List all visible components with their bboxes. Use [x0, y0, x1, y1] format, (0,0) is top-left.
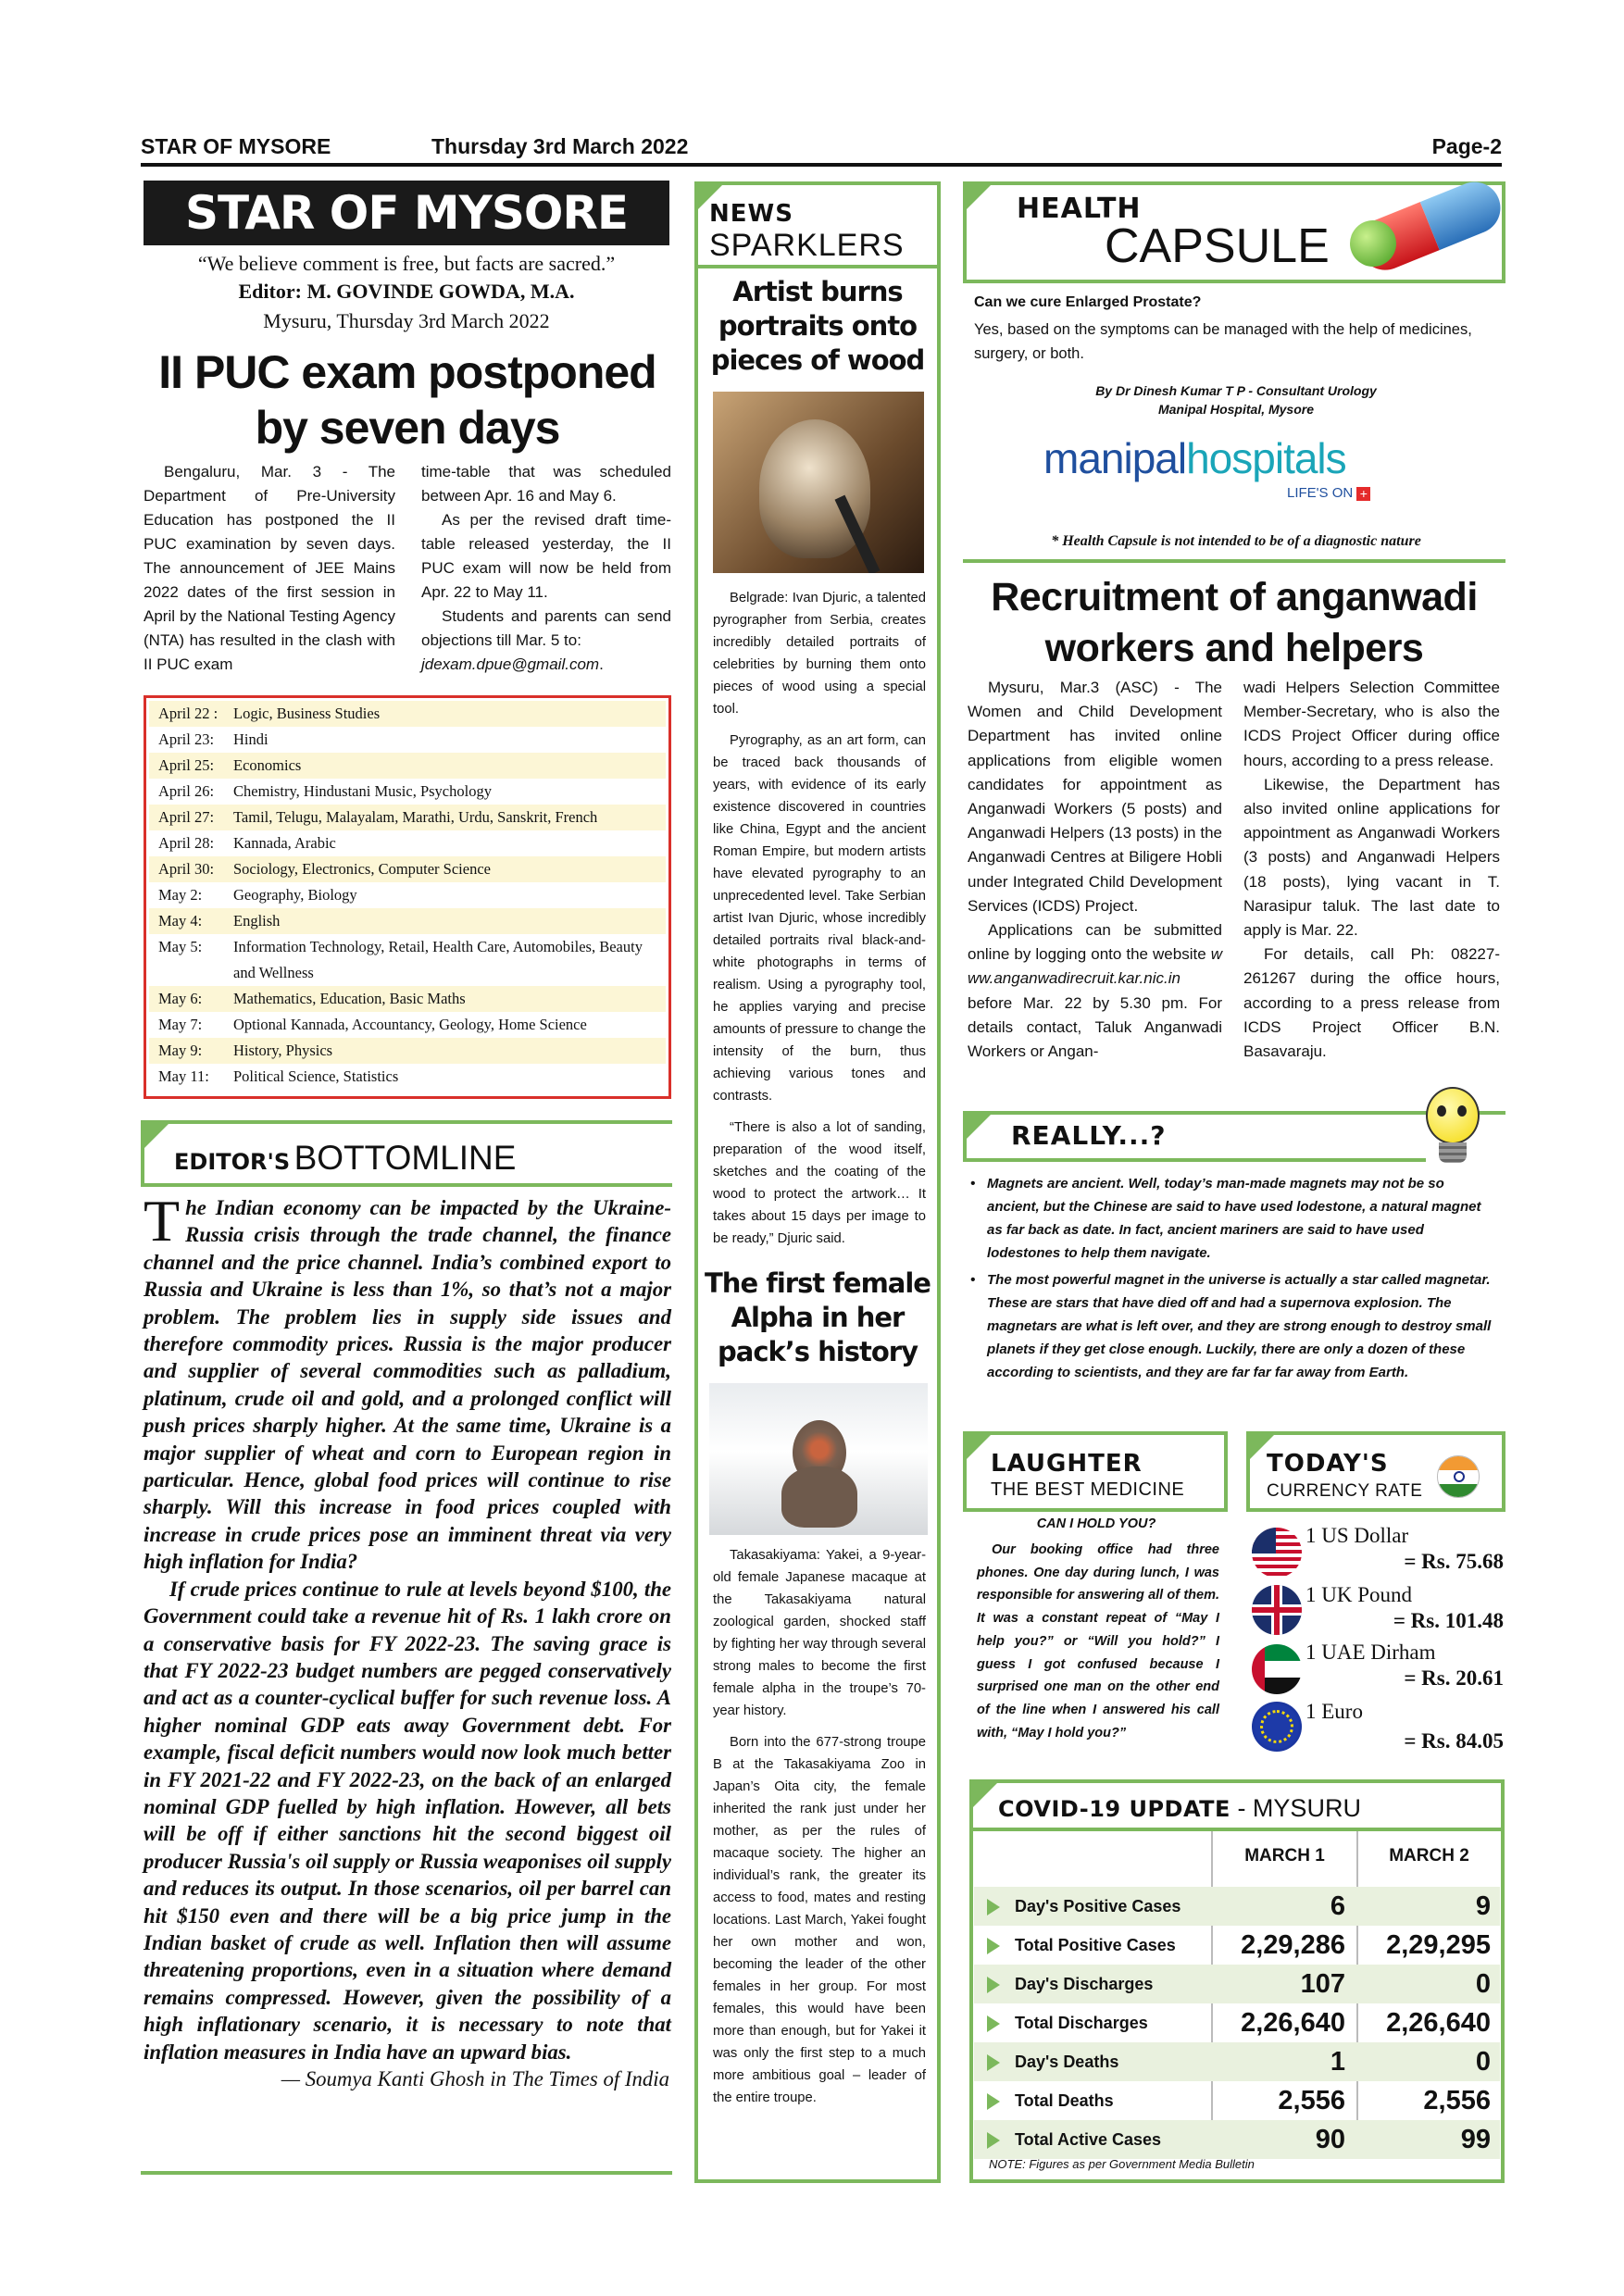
covid-title — [998, 1794, 1361, 1823]
laughter-body: Our booking office had three phones. One day during lunch, I was responsible for answering all of them. It was a constant repeat of “May I help you?” or “Will you hold?” I guess I got confused because I surprised one man on the other end of the line when I answered his call with, “May I hold you?” — [977, 1542, 1219, 1741]
schedule-date: April 28: — [158, 834, 215, 852]
schedule-row — [149, 753, 666, 779]
bottomline-para-1: he Indian economy can be impacted by the Ukraine-Russia crisis through the trade channel, the finance channel and the price channel. India’s combined export to Russia and Ukraine is less than 1%, so that’s not a major problem. The problem lies in supply side issues and therefore commodity prices. Russia is the major producer and supplier of several commodities such as palladium, platinum, crude oil and gold, and a prolonged conflict will push prices sharply higher. At the same time, Ukraine is a major supplier of wheat and corn to European region in particular. Hence, global food prices will continue to rise sharply. Will this increase in food prices coupled with increase in crude prices pose an imminent threat via very high inflation for India? — [144, 1196, 671, 1574]
covid-note: NOTE: Figures as per Government Media Bulletin — [989, 2157, 1255, 2171]
bulb-left-eye — [1437, 1105, 1446, 1117]
laughter-label-top: LAUGHTER — [991, 1450, 1143, 1478]
lightbulb-mascot-icon — [1418, 1083, 1496, 1176]
laughter-label-bottom: THE BEST MEDICINE — [991, 1479, 1185, 1500]
anganwadi-column-1 — [968, 676, 1222, 1064]
arrow-right-icon — [987, 2054, 1000, 2071]
lead-email: jdexam.dpue@gmail.com — [421, 655, 600, 673]
lead-column-2 — [421, 460, 671, 677]
manipal-hospitals-logo — [1043, 433, 1346, 483]
arrow-right-icon — [987, 1977, 1000, 1993]
schedule-subjects: Mathematics, Education, Basic Maths — [233, 990, 466, 1007]
really-item-2-text: The most powerful magnet in the universe is actually a star called magnetar. These are stars that have died off and had a supernova explosion. The magnetars are what is left over, and they are strong enough to destroy small planets if they get close enough. Luckily, there are only a dozen of these according to scientists, and they are far far far away from Earth. — [987, 1272, 1492, 1380]
schedule-date: April 23: — [158, 730, 215, 748]
schedule-date: April 30: — [158, 860, 215, 878]
covid-row — [974, 1887, 1500, 1926]
masthead-title: STAR OF MYSORE — [144, 181, 669, 245]
lead-headline-line-2: by seven days — [255, 402, 560, 454]
sparkler-story-1-headline: Artist burns portraits onto pieces of wood — [710, 276, 925, 376]
page-header — [141, 134, 1502, 162]
bottomline-label-rule — [141, 1183, 672, 1187]
anganwadi-headline-line-1: Recruitment of anganwadi — [991, 575, 1478, 619]
schedule-row — [149, 934, 666, 986]
covid-value-march-2: 2,26,640 — [1386, 2007, 1491, 2038]
anganwadi-col2-para-3: For details, call Ph: 08227-261267 during the office hours, according to a press release from ICDS Project Officer B.N. Basavaraju. — [1243, 945, 1500, 1061]
covid-row — [974, 2003, 1500, 2042]
sparkler-story-2-headline: The first female Alpha in her pack’s history — [705, 1267, 931, 1367]
manipal-tagline-text: LIFE'S ON — [1287, 485, 1354, 501]
currency-uae-unit: 1 UAE Dirham — [1305, 1641, 1436, 1664]
masthead-motto: “We believe comment is free, but facts are sacred.” — [197, 252, 616, 275]
currency-uae-value: = Rs. 20.61 — [1404, 1666, 1504, 1690]
covid-value-march-2: 9 — [1475, 1890, 1491, 1921]
health-byline-hospital: Manipal Hospital, Mysore — [1157, 402, 1315, 417]
logo-word-manipal: manipal — [1043, 434, 1187, 482]
covid-row-label — [974, 2081, 1209, 2120]
exam-schedule-table — [144, 695, 671, 1099]
health-question: Can we cure Enlarged Prostate? — [974, 294, 1202, 310]
arrow-right-icon — [987, 1899, 1000, 1915]
currency-label-bottom: CURRENCY RATE — [1267, 1481, 1423, 1501]
covid-value-march-1: 6 — [1330, 1890, 1345, 1921]
really-item-1-text: Magnets are ancient. Well, today’s man-made magnets may not be so ancient, but the Chinese are said to have used lodestone, a natural magnet as far back as date. In fact, ancient mariners are said to have used lodestones to help them navigate. — [987, 1176, 1481, 1261]
schedule-subjects: Logic, Business Studies — [233, 705, 381, 722]
bottomline-label — [174, 1139, 516, 1176]
schedule-subjects: Chemistry, Hindustani Music, Psychology — [233, 782, 492, 800]
covid-row-label-text: Total Active Cases — [1015, 2129, 1162, 2149]
sparkler-story-1-para-2: Pyrography, as an art form, can be traced back thousands of years, with evidence of its early existence discovered in countries like China, Egypt and the ancient Roman Empire, but modern artists have elevated pyrography to an unprecedented level. Take Serbian artist Ivan Djuric, whose incredibly detailed portraits rival black-and-white photographs in terms of realism. Using a pyrography tool, he applies varying and precise amounts of pressure to change the intensity of the burn, thus achieving various tones and contrasts. — [713, 733, 926, 1104]
schedule-date: May 7: — [158, 1016, 203, 1033]
anganwadi-col1-para-1: Mysuru, Mar.3 (ASC) - The Women and Child Development Department has invited online applications from eligible women candidates for appointment as Anganwadi Workers (5 posts) and Anganwadi Helpers (13 posts) in the Anganwadi Centres at Biligere Hobli under Integrated Child Development Services (ICDS) Project. — [968, 679, 1222, 915]
covid-row — [974, 2120, 1500, 2159]
really-label-rule — [963, 1158, 1426, 1162]
covid-row — [974, 2042, 1500, 2081]
schedule-subjects: English — [233, 912, 281, 930]
covid-row-label-text: Total Positive Cases — [1015, 1935, 1176, 1954]
bottomline-body — [144, 1188, 671, 2092]
covid-row-label-text: Total Deaths — [1015, 2090, 1114, 2110]
sparkler-story-1-para-3: “There is also a lot of sanding, preparation of the wood itself, sketches and the coating of the wood to protect the artwork… It takes about 15 days per image to be ready,” Djuric said. — [713, 1120, 926, 1246]
anganwadi-col2-para-1: wadi Helpers Selection Committee Member-Secretary, who is also the ICDS Project Officer during office hours, according to a press release. — [1243, 679, 1500, 769]
schedule-row — [149, 727, 666, 753]
schedule-row — [149, 779, 666, 805]
green-pill-icon — [1350, 220, 1396, 267]
currency-right-rule — [1502, 1431, 1505, 1511]
bottomline-bottom-rule — [141, 2171, 672, 2175]
sparkler-story-1-body — [713, 587, 926, 1250]
anganwadi-headline-line-2: workers and helpers — [1044, 626, 1424, 670]
laughter-top-rule — [963, 1431, 1228, 1435]
covid-row-label — [974, 1887, 1209, 1926]
schedule-subjects: History, Physics — [233, 1042, 333, 1059]
covid-row-label — [974, 1926, 1209, 1965]
really-item-2 — [970, 1268, 1500, 1384]
covid-row-label-text: Day's Positive Cases — [1015, 1896, 1181, 1915]
covid-value-march-1: 2,29,286 — [1241, 1929, 1345, 1960]
health-label-top: HEALTH — [1017, 193, 1142, 225]
masthead-editor: Editor: M. GOVINDE GOWDA, M.A. — [238, 280, 575, 303]
currency-top-rule — [1246, 1431, 1505, 1435]
covid-value-march-2: 2,29,295 — [1386, 1929, 1491, 1960]
bulb-glass-shape — [1426, 1087, 1480, 1144]
schedule-date: May 2: — [158, 886, 203, 904]
schedule-row — [149, 986, 666, 1012]
covid-row-label-text: Day's Discharges — [1015, 1974, 1154, 1993]
sparkler-story-1-para-1: Belgrade: Ivan Djuric, a talented pyrographer from Serbia, creates incredibly detailed portraits of celebrities by burning them onto pieces of wood using a special tool. — [713, 591, 926, 717]
schedule-row — [149, 1038, 666, 1064]
currency-eu-unit: 1 Euro — [1305, 1700, 1363, 1723]
currency-rates-list — [1246, 1520, 1505, 1761]
bottomline-top-rule — [141, 1120, 672, 1124]
arrow-right-icon — [987, 2132, 1000, 2149]
currency-label-rule — [1246, 1508, 1505, 1512]
covid-row — [974, 1926, 1500, 1965]
really-list — [970, 1172, 1500, 1384]
covid-corner-flag — [973, 1783, 997, 1807]
arrow-right-icon — [987, 2015, 1000, 2032]
bottomline-para-2: If crude prices continue to rule at levels beyond $100, the Government could take a revenue hit of Rs. 1 lakh crore on a conservative basis for FY 2022-23. The saving grace is that FY 2022-23 budget numbers are pegged conservatively and act as a counter-cyclical buffer for such revenue loss. A higher nominal GDP eats away Government debt. For example, fiscal deficit numbers would now look much better in FY 2021-22 and FY 2022-23, on the back of an enlarged nominal GDP fuelled by high inflation. However, all bets will be off if either sanctions hit the second biggest oil producer Russia's oil supply or Russia weaponises oil supply and reduces its output. In those scenarios, oil per barrel can hit $150 even and there will be a big price jump in the Indian basket of crude as well. Inflation then will assume threatening proportions, even in a situation where demand remains compressed. However, given the possibility of a high inflationary scenario, it is necessary to note that inflation measures in India have an upward bias. — [144, 1577, 671, 2064]
sparkler-story-2-para-1: Takasakiyama: Yakei, a 9-year-old female Japanese macaque at the Takasakiyama natural zoological garden, shocked staff by fighting her way through several strong males to become the first female alpha in the troupe’s 70-year history. — [713, 1548, 926, 1718]
covid-value-march-1: 2,26,640 — [1241, 2007, 1345, 2038]
covid-value-march-2: 2,556 — [1423, 2085, 1491, 2115]
header-rule — [141, 163, 1502, 167]
snow-macaque-image — [709, 1383, 928, 1535]
really-item-1 — [970, 1172, 1500, 1265]
anganwadi-col1-para-2a: Applications can be submitted online by logging onto the website — [968, 921, 1222, 964]
schedule-date: April 25: — [158, 756, 215, 774]
covid-value-march-2: 99 — [1460, 2124, 1491, 2154]
schedule-subjects: Kannada, Arabic — [233, 834, 336, 852]
schedule-subjects: Hindi — [233, 730, 269, 748]
covid-title-bold: COVID-19 UPDATE — [998, 1796, 1230, 1822]
header-date: Thursday 3rd March 2022 — [431, 134, 689, 158]
covid-col-march-2: MARCH 2 — [1389, 1846, 1469, 1866]
covid-value-march-1: 90 — [1315, 2124, 1345, 2154]
bottomline-dropcap: T — [144, 1188, 181, 1254]
schedule-row — [149, 1012, 666, 1038]
health-disclaimer: * Health Capsule is not intended to be of a diagnostic nature — [1051, 533, 1421, 549]
masthead-dateline: Mysuru, Thursday 3rd March 2022 — [263, 309, 550, 332]
laughter-corner-flag — [967, 1435, 991, 1459]
schedule-date: April 27: — [158, 808, 215, 826]
laughter-label-rule — [963, 1508, 1228, 1512]
laughter-right-rule — [1224, 1431, 1228, 1511]
schedule-row — [149, 805, 666, 830]
covid-value-march-1: 107 — [1300, 1968, 1345, 1999]
header-page-number: Page-2 — [1431, 134, 1502, 158]
schedule-subjects: Tamil, Telugu, Malayalam, Marathi, Urdu, Sanskrit, French — [233, 808, 598, 826]
pyrography-portrait-image — [713, 392, 924, 573]
health-answer: Yes, based on the symptoms can be managed with the help of medicines, surgery, or both. — [974, 321, 1472, 362]
schedule-date: May 6: — [158, 990, 203, 1007]
schedule-date: May 5: — [158, 938, 203, 955]
currency-label-top: TODAY'S — [1267, 1450, 1389, 1478]
anganwadi-headline — [958, 572, 1510, 674]
lead-col2-para-2: As per the revised draft time-table released yesterday, the II PUC exam will now be held from Apr. 22 to May 11. — [421, 511, 671, 601]
really-corner-flag — [967, 1115, 991, 1139]
schedule-subjects: Geography, Biology — [233, 886, 357, 904]
manipal-tagline — [1287, 485, 1370, 501]
currency-uk-unit: 1 UK Pound — [1305, 1583, 1413, 1606]
india-flag-icon — [1437, 1455, 1480, 1498]
lead-column-1: Bengaluru, Mar. 3 - The Department of Pre-University Education has postponed the II PUC examination by seven days. The announcement of JEE Mains 2022 dates of the first session in April by the National Testing Agency (NTA) has resulted in the clash with II PUC exam — [144, 463, 395, 673]
covid-value-march-2: 0 — [1475, 2046, 1491, 2077]
covid-row-label — [974, 2003, 1209, 2042]
health-byline — [963, 381, 1509, 418]
schedule-subjects: Optional Kannada, Accountancy, Geology, Home Science — [233, 1016, 587, 1033]
covid-value-march-1: 2,556 — [1278, 2085, 1345, 2115]
lead-col2-para-1: time-table that was scheduled between Apr. 16 and May 6. — [421, 463, 671, 505]
covid-value-march-1: 1 — [1330, 2046, 1345, 2077]
covid-row — [974, 1965, 1500, 2003]
bottomline-label-bold: EDITOR'S — [174, 1149, 291, 1175]
covid-row-label-text: Total Discharges — [1015, 2013, 1148, 2032]
covid-value-march-2: 0 — [1475, 1968, 1491, 1999]
covid-table — [974, 1831, 1500, 2183]
anganwadi-col2-para-2: Likewise, the Department has also invited online applications for appointment as Anganwadi Workers (3 posts) and Anganwadi Helpers (18 posts), lying vacant in T. Narasipur taluk. The last date to apply is Mar. 22. — [1243, 775, 1500, 940]
us-flag-icon — [1252, 1528, 1302, 1578]
covid-row-label-text: Day's Deaths — [1015, 2052, 1119, 2071]
health-label-bottom: CAPSULE — [1105, 219, 1330, 273]
lead-email-tail: . — [599, 655, 604, 673]
currency-us-unit: 1 US Dollar — [1305, 1524, 1409, 1547]
header-paper-name: STAR OF MYSORE — [141, 134, 331, 158]
arrow-right-icon — [987, 2093, 1000, 2110]
schedule-date: May 4: — [158, 912, 203, 930]
health-bottom-rule — [963, 559, 1505, 563]
red-cross-icon: + — [1356, 487, 1370, 501]
covid-title-rest: - MYSURU — [1230, 1794, 1361, 1822]
schedule-subjects: Political Science, Statistics — [233, 1067, 399, 1085]
covid-row-label — [974, 2042, 1209, 2081]
sparkler-story-2-body — [713, 1544, 926, 2109]
covid-col-march-1: MARCH 1 — [1244, 1846, 1325, 1866]
bulb-base-shape — [1439, 1142, 1467, 1163]
schedule-row — [149, 830, 666, 856]
bottomline-label-light: BOTTOMLINE — [294, 1139, 517, 1177]
bottomline-corner-flag — [144, 1124, 169, 1148]
schedule-row — [149, 882, 666, 908]
eu-flag-icon — [1252, 1702, 1302, 1752]
schedule-subjects: Economics — [233, 756, 302, 774]
laughter-title: CAN I HOLD YOU? — [1036, 1516, 1156, 1531]
covid-row-label — [974, 2120, 1209, 2159]
macaque-body-shape — [781, 1466, 857, 1528]
schedule-row — [149, 856, 666, 882]
health-corner-flag — [967, 185, 991, 209]
uk-flag-icon — [1252, 1585, 1302, 1635]
schedule-date: May 11: — [158, 1067, 209, 1085]
health-byline-doctor: By Dr Dinesh Kumar T P - Consultant Urology — [1095, 383, 1377, 398]
covid-row-label — [974, 1965, 1209, 2003]
anganwadi-col1-para-2b: before Mar. 22 by 5.30 pm. For details contact, Taluk Anganwadi Workers or Angan- — [968, 993, 1222, 1061]
uae-flag-icon — [1252, 1644, 1302, 1694]
bullet-icon: • — [970, 1176, 976, 1192]
arrow-right-icon — [987, 1938, 1000, 1954]
currency-us-value: = Rs. 75.68 — [1404, 1550, 1504, 1573]
sparklers-label-top: NEWS — [709, 200, 793, 228]
schedule-subjects: Sociology, Electronics, Computer Science — [233, 860, 491, 878]
currency-uk-value: = Rs. 101.48 — [1393, 1609, 1504, 1632]
logo-word-hospitals: hospitals — [1186, 434, 1346, 482]
lead-col2-para-3: Students and parents can send objections till Mar. 5 to: — [421, 607, 671, 649]
bottomline-credit: — Soumya Kanti Ghosh in The Times of India — [281, 2067, 669, 2090]
schedule-row — [149, 908, 666, 934]
schedule-row — [149, 701, 666, 727]
sparklers-label-rule — [694, 265, 941, 268]
bullet-icon: • — [970, 1272, 976, 1288]
lead-headline-line-1: II PUC exam postponed — [158, 346, 656, 398]
bulb-right-eye — [1457, 1105, 1467, 1117]
anganwadi-column-2 — [1243, 676, 1500, 1064]
schedule-row — [149, 1064, 666, 1090]
schedule-subjects: Information Technology, Retail, Health Care, Automobiles, Beauty and Wellness — [233, 938, 643, 981]
covid-row — [974, 2081, 1500, 2120]
currency-eu-value: = Rs. 84.05 — [1404, 1729, 1504, 1753]
schedule-date: April 26: — [158, 782, 215, 800]
lead-headline — [139, 344, 676, 455]
schedule-date: April 22 : — [158, 705, 219, 722]
schedule-date: May 9: — [158, 1042, 203, 1059]
really-label: REALLY...? — [1011, 1120, 1167, 1151]
anganwadi-website: www.anganwadirecruit.kar.nic.in — [968, 945, 1222, 988]
sparklers-label-bottom: SPARKLERS — [709, 228, 905, 263]
sparkler-story-2-para-2: Born into the 677-strong troupe B at the Takasakiyama Zoo in Japan’s Oita city, the female inherited the rank just under her mother, as per the rules of macaque society. The higher an individual’s rank, the greater its access to food, mates and resting locations. Last March, Yakei fought her own mother and won, becoming the leader of the other females in her group. For most females, this would have been more than enough, but for Yakei it was only the first step to a much more ambitious goal – leader of the entire troupe. — [713, 1735, 926, 2105]
